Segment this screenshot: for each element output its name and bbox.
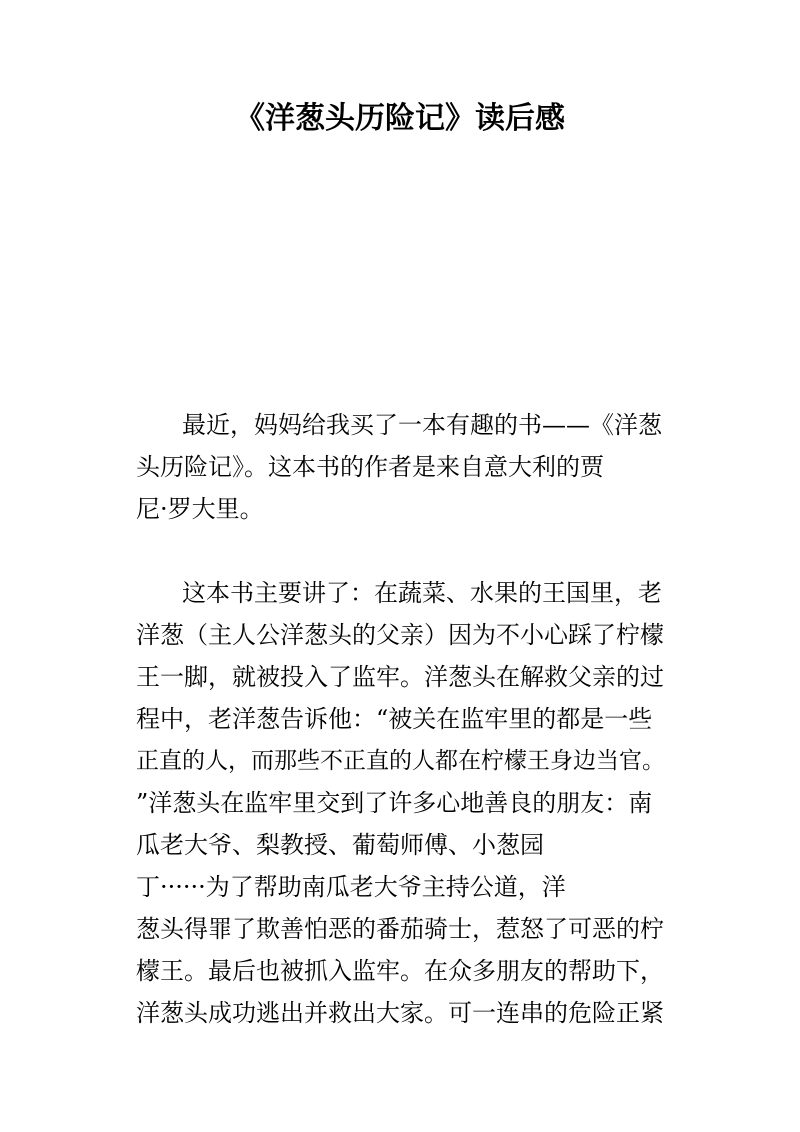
text-line: 最近，妈妈给我买了一本有趣的书——《洋葱 <box>182 411 662 439</box>
text-line: 檬王。最后也被抓入监牢。在众多朋友的帮助下， <box>136 957 664 985</box>
text-line: 正直的人，而那些不正直的人都在柠檬王身边当官。 <box>136 748 665 774</box>
text-line: 洋葱（主人公洋葱头的父亲）因为不小心踩了柠檬 <box>136 621 664 649</box>
text-line: 丁······为了帮助南瓜老大爷主持公道，洋 <box>136 873 566 901</box>
text-line: 头历险记》。这本书的作者是来自意大利的贾 <box>136 453 604 481</box>
text-line: 王一脚，就被投入了监牢。洋葱头在解救父亲的过 <box>136 663 664 691</box>
text-line: ”洋葱头在监牢里交到了许多心地善良的朋友：南 <box>136 789 653 817</box>
paragraph-1 <box>136 404 676 530</box>
document-body <box>136 404 676 1034</box>
paragraph-2 <box>136 572 676 1034</box>
paragraph-gap <box>136 530 676 572</box>
text-line: 程中，老洋葱告诉他：“被关在监牢里的都是一些 <box>136 705 653 733</box>
document-title: 《洋葱头历险记》读后感 <box>235 101 565 136</box>
text-line: 瓜老大爷、梨教授、葡萄师傅、小葱园 <box>136 831 544 859</box>
text-line: 这本书主要讲了：在蔬菜、水果的王国里，老 <box>182 579 662 607</box>
text-line: 尼·罗大里。 <box>136 495 264 523</box>
text-line: 葱头得罪了欺善怕恶的番茄骑士，惹怒了可恶的柠 <box>136 915 664 943</box>
text-line: 洋葱头成功逃出并救出大家。可一连串的危险正紧 <box>136 999 664 1027</box>
